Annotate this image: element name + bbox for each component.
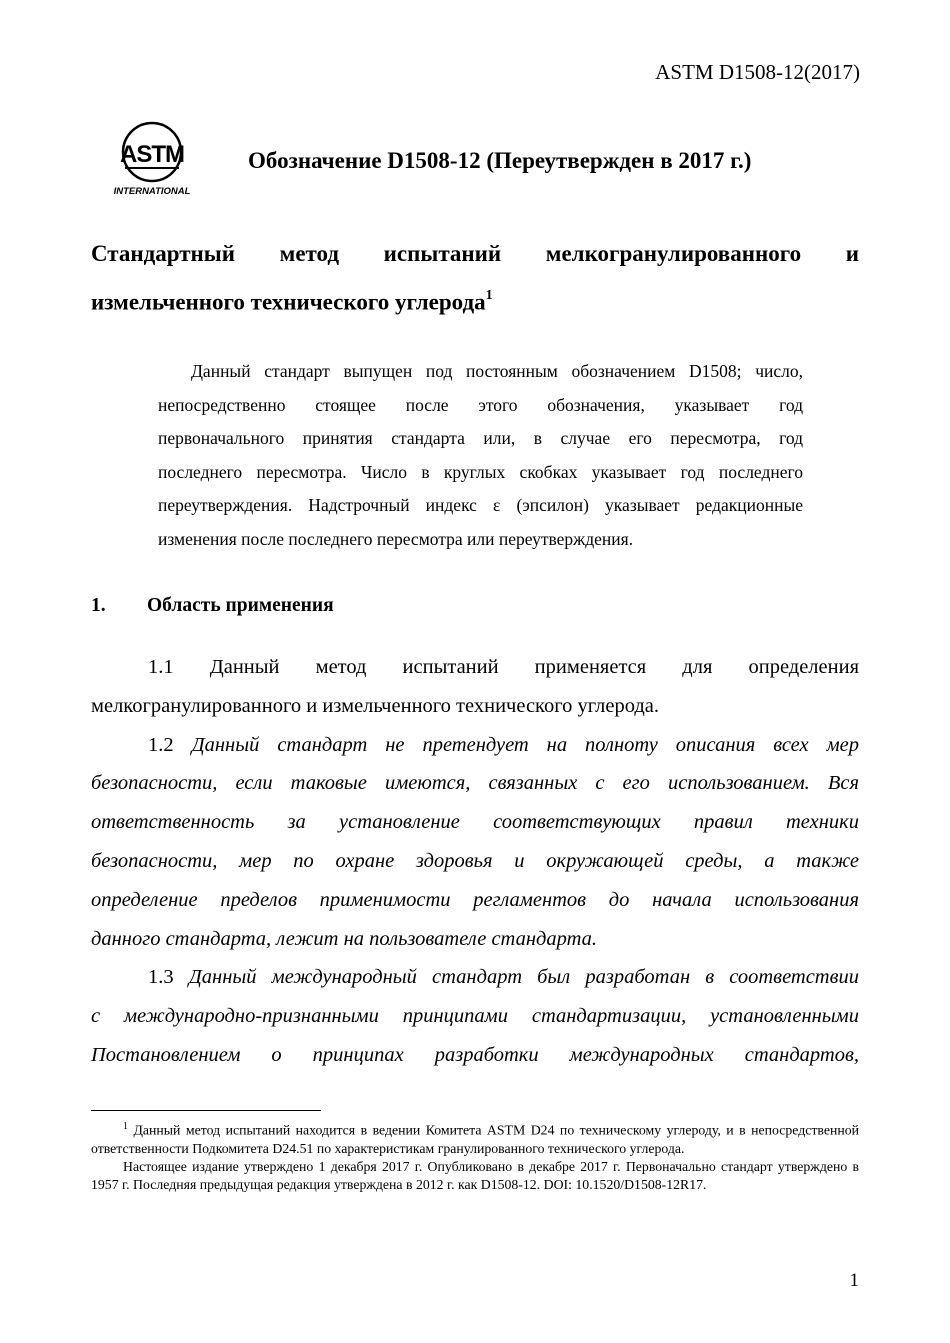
paragraph-1-3 xyxy=(91,958,859,997)
section-number: 1. xyxy=(91,595,106,616)
paragraph-line: определение пределов применимости регламентов до начала использования xyxy=(91,888,859,911)
abstract-line: переутверждения. Надстрочный индекс ε (эпсилон) указывает редакционные xyxy=(158,495,803,515)
paragraph-line: данного стандарта, лежит на пользователе стандарта. xyxy=(91,927,598,950)
paragraph-line: безопасности, если таковые имеются, связанных с его использованием. Вся xyxy=(91,772,859,795)
astm-logo xyxy=(108,120,196,198)
title-text: измельченного технического углерода xyxy=(91,289,486,315)
paragraph-number: 1.3 xyxy=(148,966,174,989)
paragraph-text: Данный стандарт не претендует на полноту описания всех мер xyxy=(191,733,860,756)
footnote-marker: 1 xyxy=(123,1121,128,1132)
document-code: ASTM D1508-12(2017) xyxy=(655,60,860,84)
paragraph-line: безопасности, мер по охране здоровья и окружающей среды, а также xyxy=(91,849,859,872)
abstract-line: первоначального принятия стандарта или, в случае его пересмотра, год xyxy=(158,428,803,448)
section-heading xyxy=(91,593,334,619)
paragraph-line: Постановлением о принципах разработки международных стандартов, xyxy=(91,1043,859,1066)
footnote-divider xyxy=(91,1110,321,1111)
abstract-line: непосредственно стоящее после этого обозначения, указывает год xyxy=(158,394,803,415)
footnote-text: Данный метод испытаний находится в ведении Комитета ASTM D24 по техническому углероду, и в непосредственной ответственности Подкомитета D24.51 по характеристикам гранулированного технического углерода. xyxy=(91,1122,859,1156)
abstract-line: Данный стандарт выпущен под постоянным обозначением D1508; число, xyxy=(191,361,803,381)
paragraph-text: Данный метод испытаний применяется для определения xyxy=(209,656,859,678)
footnote-1 xyxy=(91,1118,859,1158)
astm-logo-text: ASTM xyxy=(120,141,184,168)
title-line-2 xyxy=(91,284,859,317)
page-number: 1 xyxy=(849,1270,859,1291)
paragraph-number: 1.2 xyxy=(148,733,174,756)
document-designation: Обозначение D1508-12 (Переутвержден в 2017 г.) xyxy=(248,148,752,173)
section-body xyxy=(91,648,859,1075)
astm-logo-subtext: INTERNATIONAL xyxy=(113,186,191,197)
paragraph-1-1 xyxy=(91,648,859,687)
abstract-line: изменения после последнего пересмотра или переутверждения. xyxy=(158,528,634,549)
paragraph-number: 1.1 xyxy=(148,656,174,678)
footnote-2: Настоящее издание утверждено 1 декабря 2017 г. Опубликовано в декабре 2017 г. Первоначально стандарт утверждено в 1957 г. Последняя предыдущая редакция утверждена в 2012 г. как D1508-12. DOI: 10.1520/D1508-12R17. xyxy=(91,1158,859,1192)
title-footnote-ref: 1 xyxy=(485,288,493,303)
paragraph-line: мелкогранулированного и измельченного технического углерода. xyxy=(91,694,660,717)
paragraph-text: Данный международный стандарт был разработан в соответствии xyxy=(188,966,859,989)
paragraph-line: с международно-признанными принципами стандартизации, установленными xyxy=(91,1005,859,1028)
title-line-1: Стандартный метод испытаний мелкогранулированного и xyxy=(91,241,859,266)
footnotes xyxy=(91,1118,859,1194)
section-title: Область применения xyxy=(147,595,334,616)
abstract xyxy=(158,355,803,556)
paragraph-line: ответственность за установление соответствующих правил техники xyxy=(91,811,859,834)
abstract-line: последнего пересмотра. Число в круглых скобках указывает год последнего xyxy=(158,461,803,482)
paragraph-1-2 xyxy=(91,726,859,765)
